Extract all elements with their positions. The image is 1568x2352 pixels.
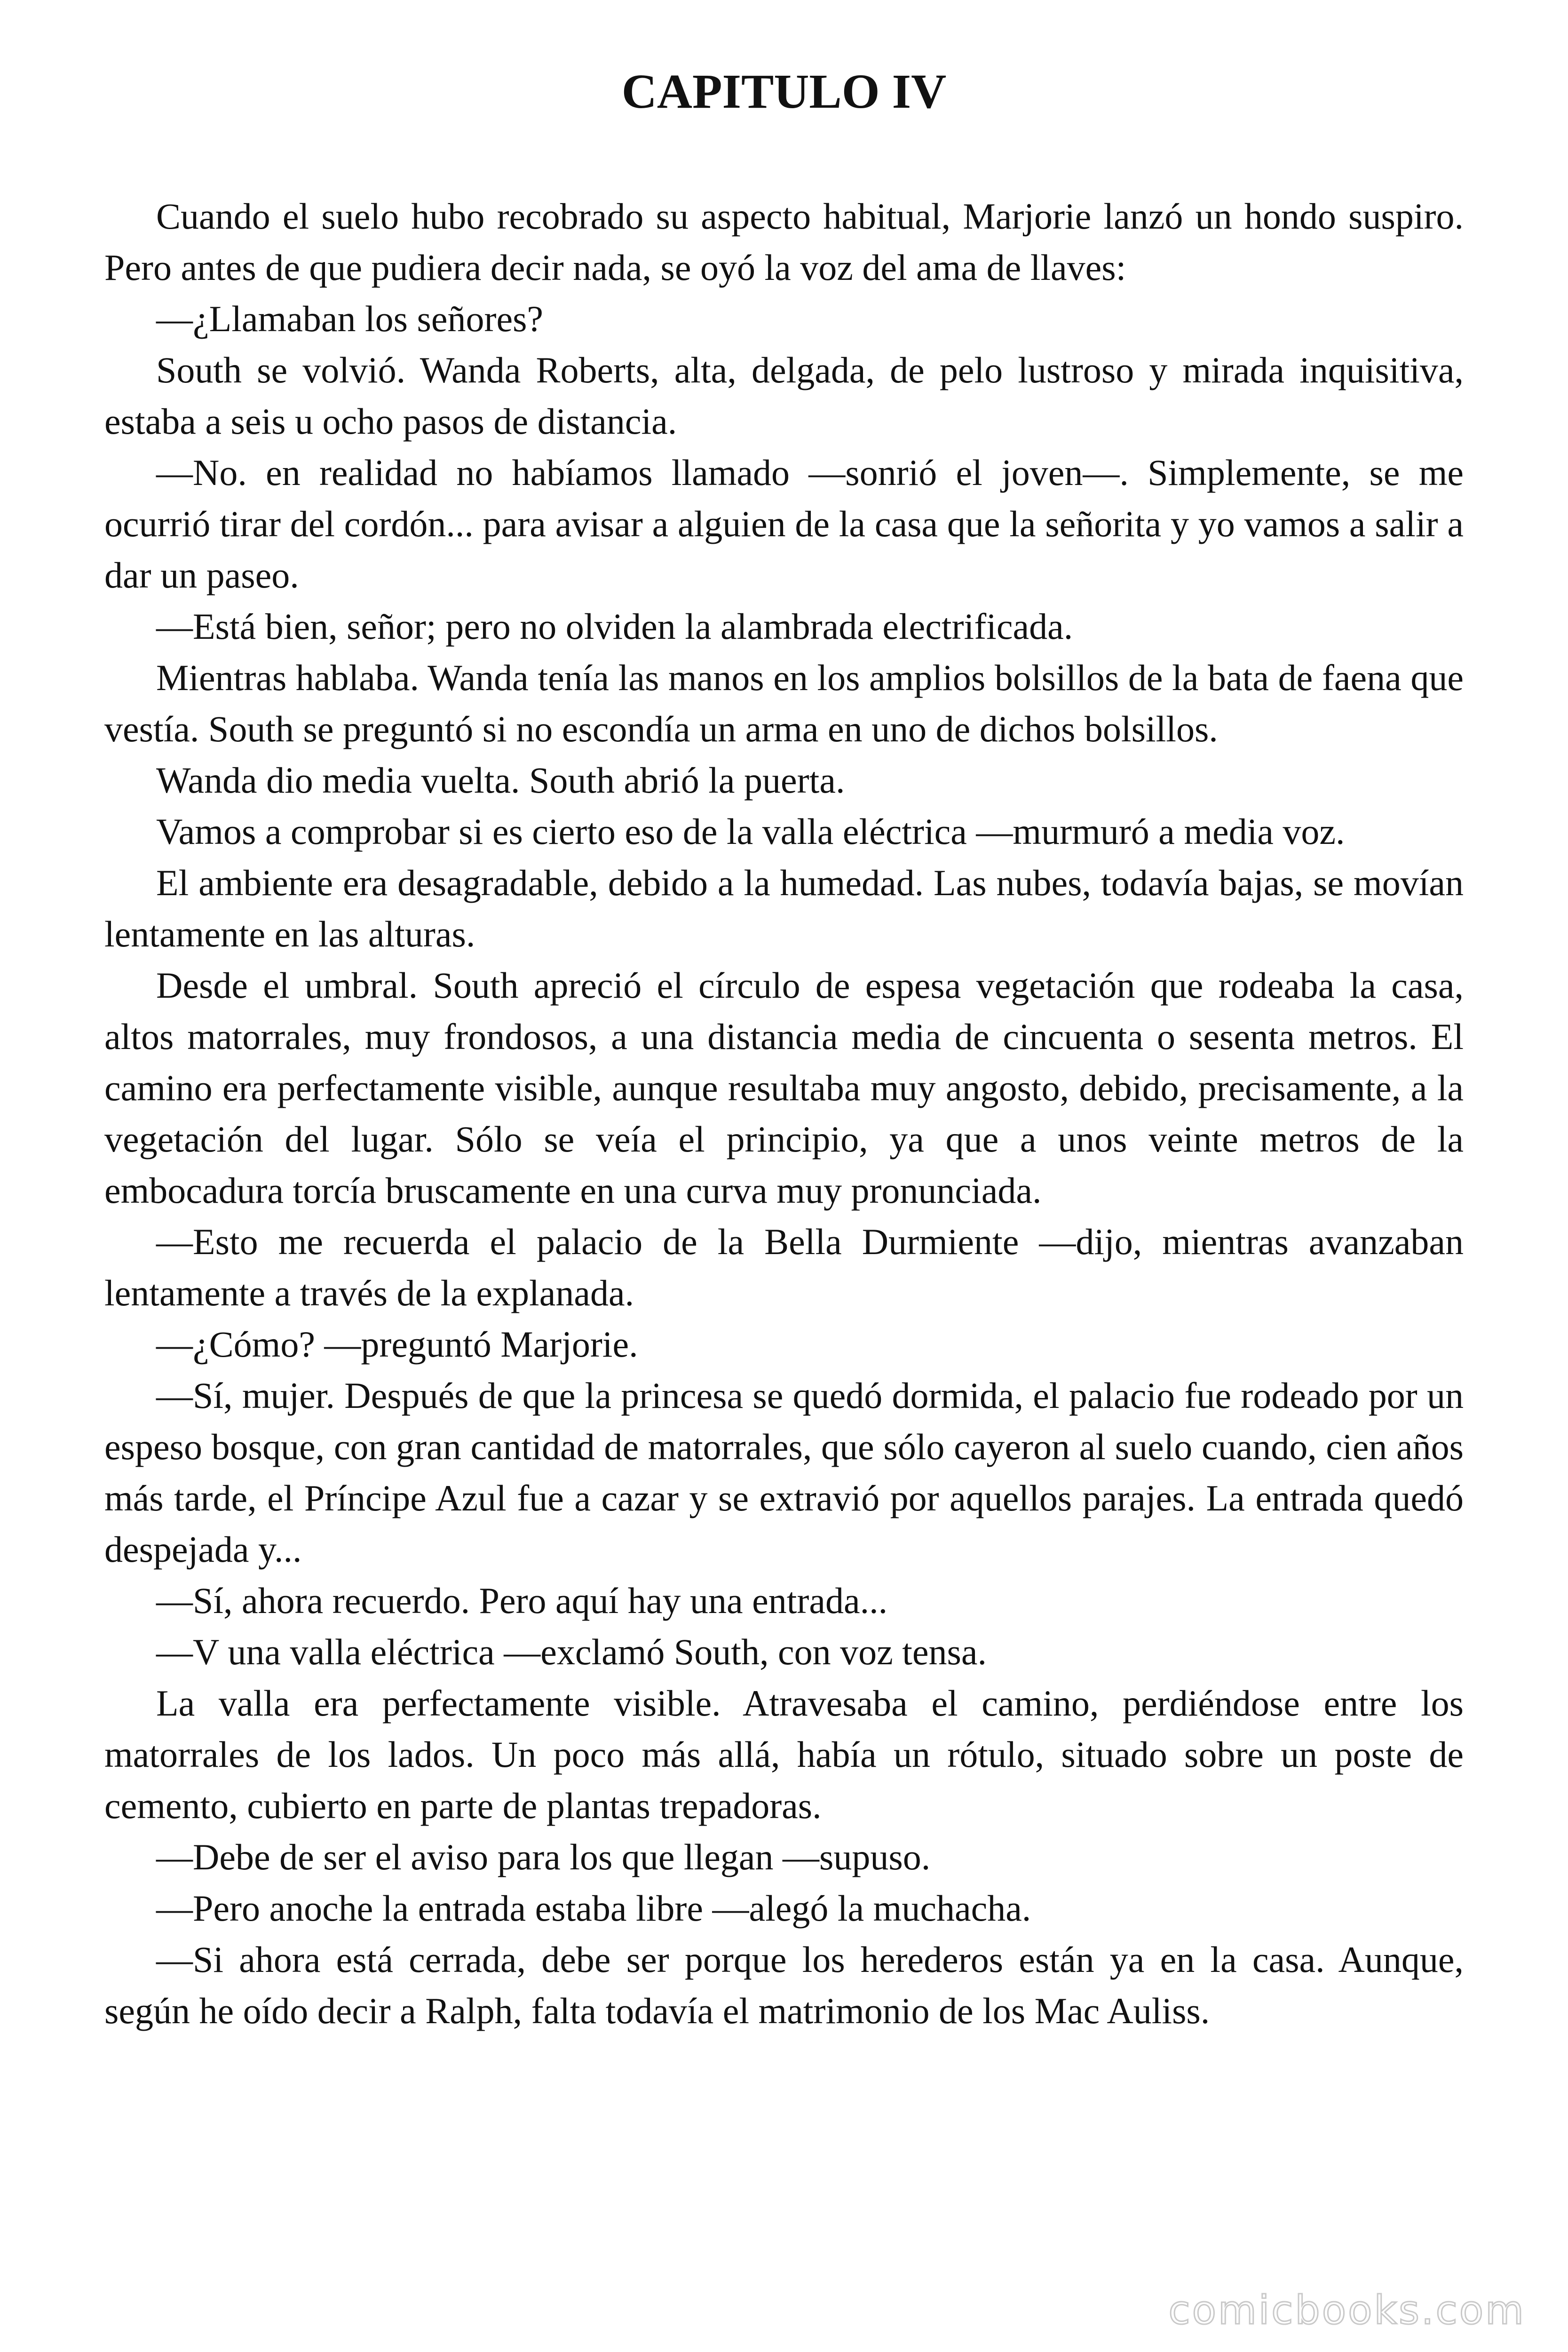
paragraph: El ambiente era desagradable, debido a la humedad. Las nubes, todavía bajas, se movían lentamente en las alturas. <box>104 862 1464 954</box>
paragraph: Desde el umbral. South apreció el círculo de espesa vegetación que rodeaba la casa, altos matorrales, muy frondosos, a una distancia media de cincuenta o sesenta metros. El camino era perfectamente visible, aunque resultaba muy angosto, debido, precisamente, a la vegetación del lugar. Sólo se veía el principio, ya que a unos veinte metros de la embocadura torcía bruscamente en una curva muy pronunciada. <box>104 965 1464 1211</box>
paragraph: Wanda dio media vuelta. South abrió la puerta. <box>156 760 845 801</box>
paragraph: —Pero anoche la entrada estaba libre —alegó la muchacha. <box>156 1888 1031 1929</box>
chapter-title: CAPITULO IV <box>621 64 947 119</box>
paragraph: La valla era perfectamente visible. Atravesaba el camino, perdiéndose entre los matorrales de los lados. Un poco más allá, había un rótulo, situado sobre un poste de cemento, cubierto en parte de plantas trepadoras. <box>104 1683 1464 1826</box>
paragraph: —¿Llamaban los señores? <box>156 298 544 339</box>
paragraph: —¿Cómo? —preguntó Marjorie. <box>156 1324 638 1365</box>
paragraph: —Debe de ser el aviso para los que llegan —supuso. <box>156 1836 931 1877</box>
paragraph: —Sí, mujer. Después de que la princesa se quedó dormida, el palacio fue rodeado por un espeso bosque, con gran cantidad de matorrales, que sólo cayeron al suelo cuando, cien años más tarde, el Príncipe Azul fue a cazar y se extravió por aquellos parajes. La entrada quedó despejada y... <box>104 1375 1464 1570</box>
paragraph: —V una valla eléctrica —exclamó South, con voz tensa. <box>156 1631 987 1672</box>
watermark: comicbooks.com <box>1168 2287 1526 2333</box>
paragraph: —No. en realidad no habíamos llamado —sonrió el joven—. Simplemente, se me ocurrió tirar del cordón... para avisar a alguien de la casa que la señorita y yo vamos a salir a dar un paseo. <box>104 452 1464 596</box>
paragraph: Mientras hablaba. Wanda tenía las manos en los amplios bolsillos de la bata de faena que vestía. South se preguntó si no escondía un arma en uno de dichos bolsillos. <box>104 657 1464 749</box>
chapter-body <box>104 191 1464 2036</box>
paragraph: South se volvió. Wanda Roberts, alta, delgada, de pelo lustroso y mirada inquisitiva, estaba a seis u ocho pasos de distancia. <box>104 350 1464 442</box>
paragraph: —Si ahora está cerrada, debe ser porque los herederos están ya en la casa. Aunque, según he oído decir a Ralph, falta todavía el matrimonio de los Mac Auliss. <box>104 1939 1464 2031</box>
paragraph: Vamos a comprobar si es cierto eso de la valla eléctrica —murmuró a media voz. <box>156 811 1345 852</box>
paragraph: Cuando el suelo hubo recobrado su aspecto habitual, Marjorie lanzó un hondo suspiro. Pero antes de que pudiera decir nada, se oyó la voz del ama de llaves: <box>104 196 1464 288</box>
paragraph: —Sí, ahora recuerdo. Pero aquí hay una entrada... <box>156 1580 888 1621</box>
paragraph: —Está bien, señor; pero no olviden la alambrada electrificada. <box>156 606 1073 647</box>
paragraph: —Esto me recuerda el palacio de la Bella Durmiente —dijo, mientras avanzaban lentamente a través de la explanada. <box>104 1221 1464 1313</box>
